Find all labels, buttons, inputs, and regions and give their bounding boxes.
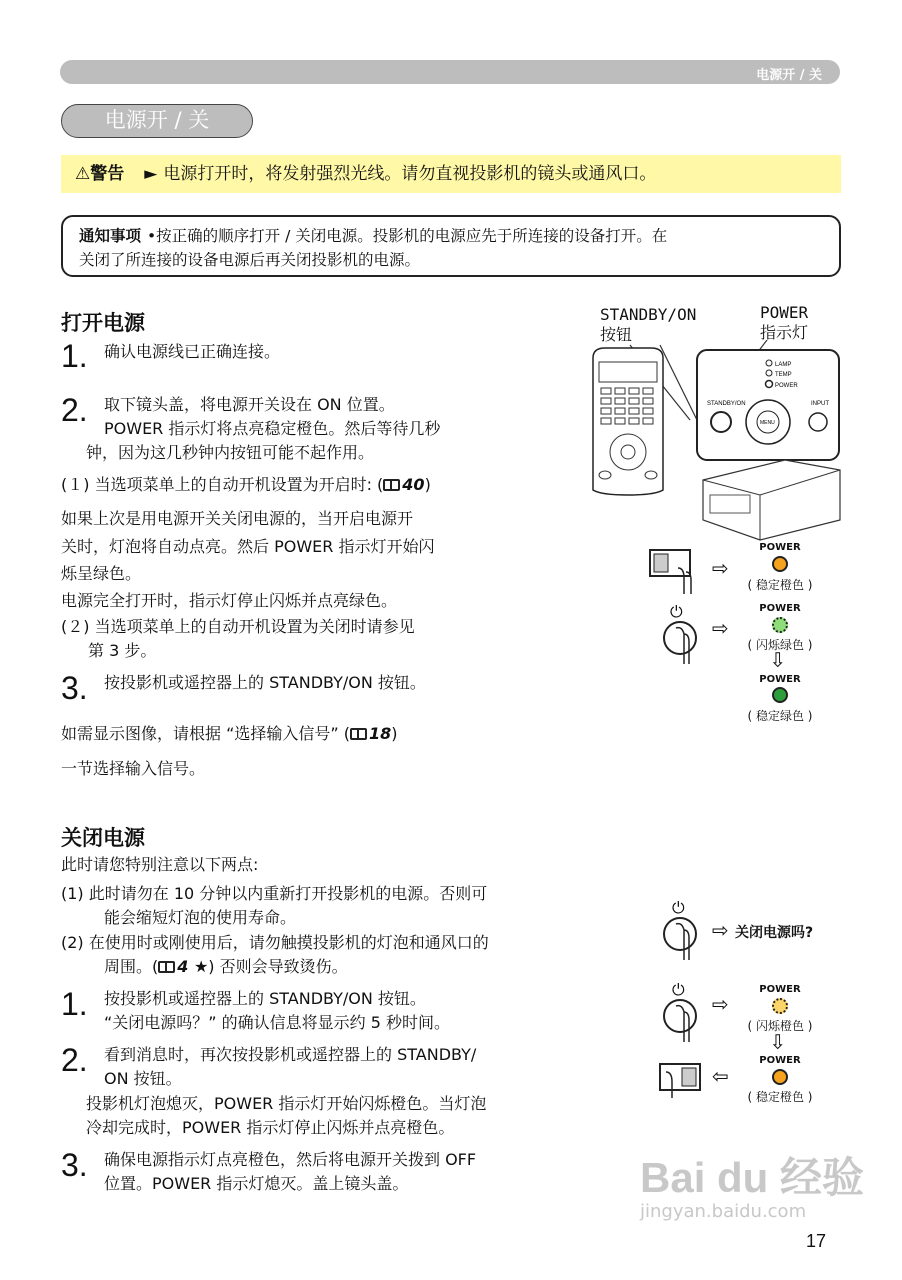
power-symbol-icon: ⏻ — [672, 980, 685, 999]
warning-box — [61, 155, 841, 193]
power-off-step-3-line-1: 确保电源指示灯点亮橙色，然后将电源开关拨到 OFF — [104, 1150, 477, 1169]
panel-power-label: POWER — [775, 383, 798, 389]
power-on-sub-2-line-1: (２) 当选项菜单上的自动开机设置为关闭时请参见 — [61, 617, 415, 636]
power-switch-off-icon — [658, 1060, 708, 1100]
led-steady-green — [772, 687, 788, 703]
power-off-step-3-number: 3. — [61, 1147, 88, 1183]
power-on-step-1-text: 确认电源线已正确连接。 — [104, 342, 281, 361]
power-off-step-2-number: 2. — [61, 1042, 88, 1078]
power-word: POWER — [759, 674, 801, 685]
panel-temp-label: TEMP — [775, 372, 792, 378]
arrow-down-icon: ⇨ — [766, 1033, 791, 1051]
power-off-step-1-line-2: “关闭电源吗？” 的确认信息将显示约 5 秒时间。 — [104, 1013, 451, 1032]
power-off-heading: 关闭电源 — [61, 826, 145, 850]
power-symbol-icon: ⏻ — [670, 602, 683, 621]
power-off-step-1-number: 1. — [61, 986, 88, 1022]
power-off-intro: 此时请您特别注意以下两点: — [61, 855, 259, 874]
power-word: POWER — [759, 542, 801, 553]
panel-standby-label: STANDBY/ON — [707, 401, 746, 407]
page-ref-18: 18 — [369, 724, 392, 743]
led-steady-orange — [772, 1069, 788, 1085]
power-on-step-3-number: 3. — [61, 670, 88, 706]
arrow-right-icon: ⇨ — [712, 556, 729, 580]
display-line-2: 一节选择输入信号。 — [61, 759, 206, 778]
led-blink-orange — [772, 998, 788, 1014]
notice-line-2: 关闭了所连接的设备电源后再关闭投影机的电源。 — [79, 251, 421, 269]
power-on-para-line-1: 如果上次是用电源开关关闭电源的，当开启电源开 — [61, 509, 414, 528]
power-on-heading: 打开电源 — [61, 311, 145, 335]
power-off-step-1-line-1: 按投影机或遥控器上的 STANDBY/ON 按钮。 — [104, 989, 426, 1008]
display-line-1: 如需显示图像，请根据 “选择输入信号” ( 18) — [61, 724, 398, 743]
page-number: 17 — [805, 1231, 826, 1251]
arrow-right-icon: ⇨ — [712, 616, 729, 640]
power-on-para-line-2: 关时，灯泡将自动点亮。然后 POWER 指示灯开始闪 — [61, 537, 435, 556]
notice-box — [61, 215, 841, 277]
book-icon — [350, 728, 367, 740]
power-on-para-line-4: 电源完全打开时，指示灯停止闪烁并点亮绿色。 — [61, 591, 398, 610]
standby-button-press-icon — [660, 916, 704, 962]
power-symbol-icon: ⏻ — [672, 898, 685, 917]
power-off-note-1-line-2: 能会缩短灯泡的使用寿命。 — [104, 908, 297, 927]
standby-label-line-2: 按钮 — [600, 325, 633, 344]
standby-label-line-1: STANDBY/ON — [600, 305, 697, 324]
power-off-note-1-line-1: (1) 此时请勿在 10 分钟以内重新打开投影机的电源。否则可 — [61, 884, 488, 903]
power-on-step-2-line-1: 取下镜头盖，将电源开关设在 ON 位置。 — [104, 395, 395, 414]
book-icon — [383, 479, 400, 491]
power-on-step-1-number: 1. — [61, 338, 88, 374]
notice-line-1: •按正确的顺序打开 / 关闭电源。投影机的电源应先于所连接的设备打开。在 — [147, 227, 668, 245]
power-off-note-2-line-2: 周围。( 4 ★) 否则会导致烫伤。 — [104, 957, 348, 976]
warning-text: 电源打开时，将发射强烈光线。请勿直视投影机的镜头或通风口。 — [163, 164, 657, 184]
power-off-step-2-line-2: ON 按钮。 — [104, 1069, 182, 1088]
notice-label: 通知事项 — [79, 227, 142, 245]
header-bar — [60, 60, 840, 84]
page-title: 电源开 / 关 — [61, 104, 253, 138]
panel-input-label: INPUT — [811, 401, 829, 407]
power-label-line-1: POWER — [760, 303, 809, 322]
caption-steady-orange: ( 稳定橙色 ) — [747, 1090, 813, 1104]
panel-menu-label: MENU — [760, 420, 775, 426]
watermark-logo: Bai du 经验 — [640, 1154, 865, 1201]
power-off-note-2-line-1: (2) 在使用时或刚使用后，请勿触摸投影机的灯泡和通风口的 — [61, 933, 489, 952]
power-on-step-3-text: 按投影机或遥控器上的 STANDBY/ON 按钮。 — [104, 673, 426, 692]
remote-and-panel-illustration — [585, 340, 845, 550]
remote-control — [593, 348, 663, 495]
power-on-step-2-number: 2. — [61, 392, 88, 428]
power-off-step-3-line-2: 位置。POWER 指示灯熄灭。盖上镜头盖。 — [104, 1174, 409, 1193]
led-steady-orange — [772, 556, 788, 572]
power-word: POWER — [759, 1055, 801, 1066]
arrow-down-icon: ⇨ — [766, 651, 791, 669]
caption-steady-orange: ( 稳定橙色 ) — [747, 578, 813, 592]
page-ref-40: 40 — [402, 475, 425, 494]
arrow-right-icon: ⇨ — [712, 992, 729, 1016]
power-off-step-2-line-1: 看到消息时，再次按投影机或遥控器上的 STANDBY/ — [104, 1045, 477, 1064]
control-panel — [697, 350, 839, 460]
arrow-right-icon: ⇨ — [712, 918, 729, 942]
power-on-para-line-3: 烁呈绿色。 — [61, 564, 142, 583]
warning-arrow-icon: ► — [144, 164, 158, 184]
power-label-line-2: 指示灯 — [760, 323, 809, 342]
caption-blink-orange: ( 闪烁橙色 ) — [747, 1019, 813, 1033]
panel-lamp-label: LAMP — [775, 362, 792, 368]
power-on-sub-1: (１) 当选项菜单上的自动开机设置为开启时: ( 40) — [61, 475, 431, 494]
confirm-message: 关闭电源吗? — [735, 925, 814, 941]
power-word: POWER — [759, 984, 801, 995]
power-off-step-2-line-3: 投影机灯泡熄灭，POWER 指示灯开始闪烁橙色。当灯泡 — [86, 1094, 487, 1113]
power-switch-on-icon — [648, 548, 708, 596]
projector-illustration — [703, 460, 840, 540]
arrow-left-icon: ⇦ — [712, 1064, 729, 1088]
header-section-label: 电源开 / 关 — [756, 68, 822, 83]
power-off-step-2-line-4: 冷却完成时，POWER 指示灯停止闪烁并点亮橙色。 — [86, 1118, 455, 1137]
caption-blink-green: ( 闪烁绿色 ) — [747, 638, 813, 652]
standby-button-press-icon — [660, 620, 704, 666]
page-ref-4: 4 ★ — [177, 957, 209, 976]
power-on-step-2-line-2: POWER 指示灯将点亮稳定橙色。然后等待几秒 — [104, 419, 441, 438]
caption-steady-green: ( 稳定绿色 ) — [747, 709, 813, 723]
book-icon — [158, 961, 175, 973]
power-word: POWER — [759, 603, 801, 614]
standby-button-press-icon — [660, 998, 704, 1044]
power-on-sub-2-line-2: 第 3 步。 — [88, 641, 157, 660]
led-blink-green — [772, 617, 788, 633]
warning-label: ⚠警告 — [75, 164, 125, 184]
watermark-url: jingyan.baidu.com — [640, 1201, 807, 1222]
power-on-step-2-line-3: 钟，因为这几秒钟内按钮可能不起作用。 — [86, 443, 375, 462]
watermark — [640, 1145, 864, 1222]
